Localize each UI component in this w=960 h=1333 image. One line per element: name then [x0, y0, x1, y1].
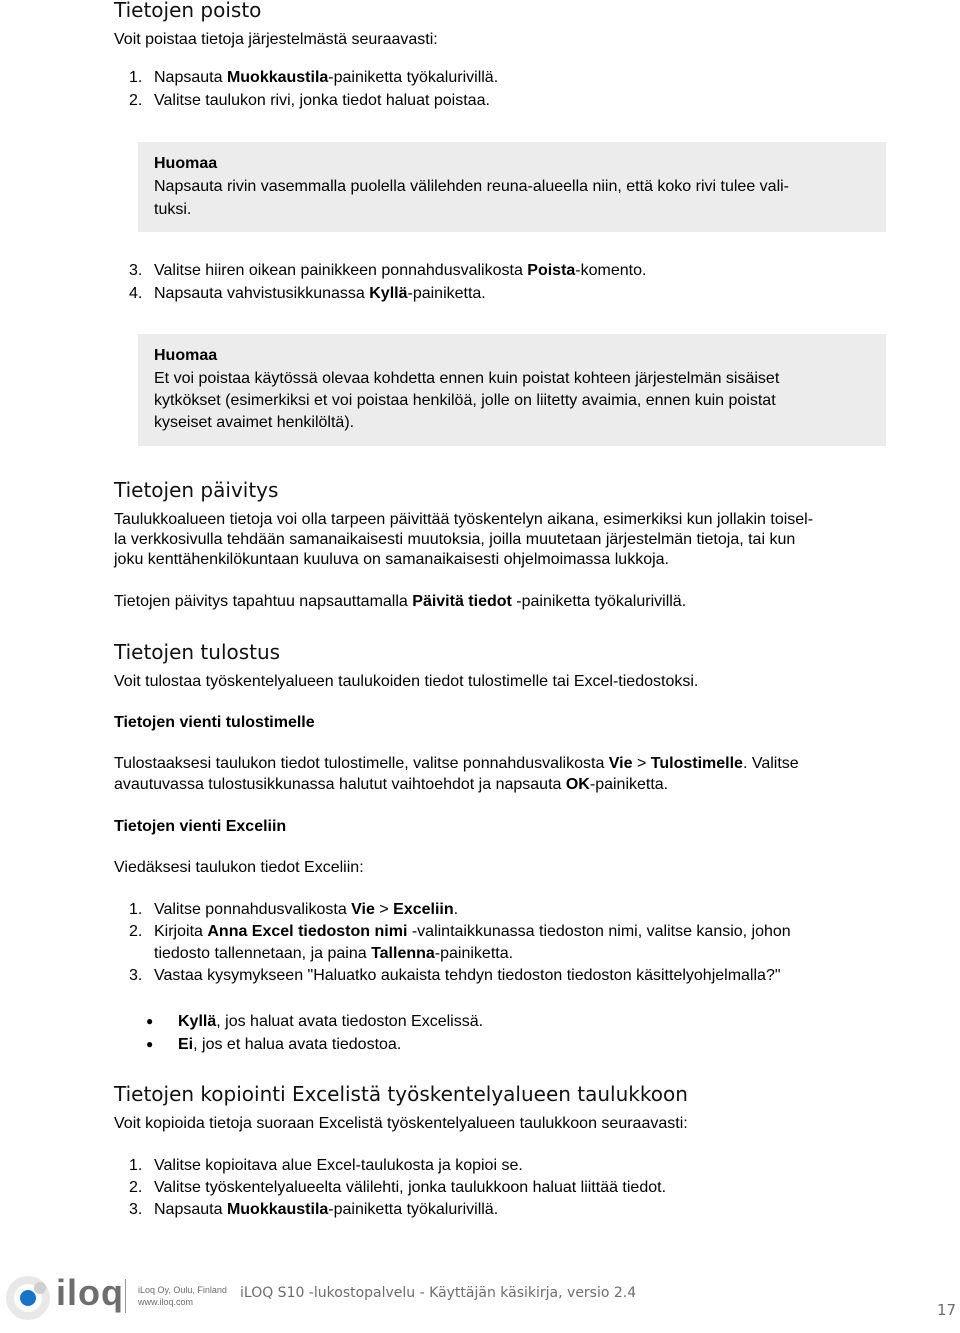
footer-logo-text: iloq — [56, 1272, 124, 1313]
note-text-line: tuksi. — [154, 201, 192, 218]
note-text-line: Et voi poistaa käytössä olevaa kohdetta ennen kuin poistat kohteen järjestelmän sisäiset — [154, 370, 780, 387]
step-number: 3. — [129, 262, 143, 279]
step-text: -painiketta työkalurivillä. — [328, 1201, 499, 1218]
footer-company-url: www.iloq.com — [138, 1297, 194, 1307]
step-number: 4. — [129, 285, 143, 302]
paivitys-para-line: la verkkosivulla tehdään samanaikaisesti muutoksia, joilla muutetaan järjestelmän tietoja, tai kun — [114, 531, 796, 548]
step-bold: Exceliin — [393, 901, 454, 918]
step-number: 1. — [129, 69, 143, 86]
step-number: 1. — [129, 1157, 143, 1174]
step-text: Napsauta vahvistusikkunassa — [154, 285, 370, 302]
kopiointi-intro: Voit kopioida tietoja suoraan Excelistä työskentelyalueen taulukkoon seuraavasti: — [114, 1115, 688, 1132]
footer-doc-title: iLOQ S10 -lukostopalvelu - Käyttäjän käsikirja, versio 2.4 — [240, 1285, 637, 1301]
note-box-1 — [138, 142, 886, 232]
tulostimelle-line-1 — [114, 753, 799, 774]
poisto-step-4 — [154, 283, 486, 304]
poisto-step-3 — [154, 260, 646, 281]
step-text: -valintaikkunassa tiedoston nimi, valitse kansio, johon — [407, 923, 791, 940]
excel-step-2-cont — [154, 943, 513, 964]
poisto-step-2: Valitse taulukon rivi, jonka tiedot haluat poistaa. — [154, 92, 490, 109]
tulostimelle-line-2 — [114, 774, 668, 795]
page-number: 17 — [937, 1301, 957, 1319]
poisto-step-1 — [154, 67, 498, 88]
para-text: . Valitse — [742, 755, 799, 772]
step-bold: Anna Excel tiedoston nimi — [207, 923, 408, 940]
step-text: Napsauta — [154, 69, 227, 86]
subheading-exceliin: Tietojen vienti Exceliin — [114, 818, 287, 835]
exceliin-intro: Viedäksesi taulukon tiedot Exceliin: — [114, 859, 364, 876]
step-number: 2. — [129, 1179, 143, 1196]
section-title-poisto: Tietojen poisto — [114, 0, 262, 22]
step-bold: Vie — [351, 901, 375, 918]
excel-step-3: Vastaa kysymykseen "Haluatko aukaista tehdyn tiedoston tiedoston käsittelyohjelmalla?" — [154, 967, 781, 984]
step-bold: Muokkaustila — [226, 1201, 329, 1218]
para-text: Tietojen päivitys tapahtuu napsauttamalla — [114, 593, 413, 610]
para-bold: Tulostimelle — [650, 755, 743, 772]
note-text-line: Napsauta rivin vasemmalla puolella välilehden reuna-alueella niin, että koko rivi tulee vali- — [154, 178, 790, 195]
kopio-step-3 — [154, 1199, 498, 1220]
excel-step-2 — [154, 921, 791, 942]
note-title: Huomaa — [154, 347, 218, 364]
excel-step-1 — [154, 899, 458, 920]
para-bold: Vie — [608, 755, 633, 772]
bullet-text: , jos haluat avata tiedoston Excelissä. — [216, 1013, 484, 1030]
section-title-paivitys: Tietojen päivitys — [114, 478, 279, 502]
note-text-line: kytkökset (esimerkiksi et voi poistaa henkilöä, jolle on liitetty avaimia, ennen kuin poistat — [154, 392, 776, 409]
bullet-icon: ● — [146, 1037, 154, 1051]
step-text: Napsauta — [154, 1201, 227, 1218]
bullet-item-kylla — [178, 1011, 483, 1032]
para-text: -painiketta työkalurivillä. — [511, 593, 687, 610]
bullet-text: , jos et halua avata tiedostoa. — [193, 1036, 402, 1053]
footer-company-line: iLoq Oy, Oulu, Finland — [138, 1285, 227, 1295]
para-text: > — [632, 755, 651, 772]
para-bold: OK — [565, 776, 590, 793]
step-bold: Muokkaustila — [226, 69, 329, 86]
step-text: -painiketta. — [407, 285, 486, 302]
step-bold: Tallenna — [371, 945, 435, 962]
paivitys-para-2 — [114, 591, 686, 612]
step-number: 1. — [129, 901, 143, 918]
poisto-intro: Voit poistaa tietoja järjestelmästä seuraavasti: — [114, 31, 438, 48]
step-bold: Poista — [527, 262, 576, 279]
step-text: -painiketta työkalurivillä. — [328, 69, 499, 86]
step-text: Valitse hiiren oikean painikkeen ponnahdusvalikosta — [154, 262, 528, 279]
section-title-tulostus: Tietojen tulostus — [114, 640, 281, 664]
para-text: Tulostaaksesi taulukon tiedot tulostimelle, valitse ponnahdusvalikosta — [114, 755, 609, 772]
paivitys-para-line: Taulukkoalueen tietoja voi olla tarpeen päivittää työskentelyn aikana, esimerkiksi kun jollakin toisel- — [114, 511, 814, 528]
subheading-tulostimelle: Tietojen vienti tulostimelle — [114, 714, 315, 731]
step-bold: Kyllä — [369, 285, 408, 302]
step-text: Valitse ponnahdusvalikosta — [154, 901, 352, 918]
bullet-icon: ● — [146, 1014, 154, 1028]
para-text: -painiketta. — [589, 776, 669, 793]
bullet-bold: Ei — [178, 1036, 194, 1053]
step-text: -komento. — [575, 262, 647, 279]
step-number: 2. — [129, 92, 143, 109]
para-text: avautuvassa tulostusikkunassa halutut vaihtoehdot ja napsauta — [114, 776, 566, 793]
bullet-bold: Kyllä — [178, 1013, 217, 1030]
step-text: Kirjoita — [154, 923, 208, 940]
footer-divider — [125, 1279, 126, 1313]
step-number: 3. — [129, 1201, 143, 1218]
note-box-2 — [138, 334, 886, 446]
para-bold: Päivitä tiedot — [412, 593, 512, 610]
step-text: . — [453, 901, 459, 918]
note-text-line: kyseiset avaimet henkilöltä). — [154, 414, 355, 431]
tulostus-intro: Voit tulostaa työskentelyalueen taulukoiden tiedot tulostimelle tai Excel-tiedostoksi. — [114, 673, 699, 690]
kopio-step-2: Valitse työskentelyalueelta välilehti, jonka taulukkoon haluat liittää tiedot. — [154, 1179, 667, 1196]
section-title-kopiointi: Tietojen kopiointi Excelistä työskentelyalueen taulukkoon — [114, 1082, 688, 1106]
step-number: 3. — [129, 967, 143, 984]
paivitys-para-line: joku kenttähenkilökuntaan kuuluva on samanaikaisesti ohjelmoimassa lukkoja. — [114, 551, 669, 568]
note-title: Huomaa — [154, 155, 218, 172]
bullet-item-ei — [178, 1034, 401, 1055]
step-text: tiedosto tallennetaan, ja paina — [154, 945, 372, 962]
step-number: 2. — [129, 923, 143, 940]
kopio-step-1: Valitse kopioitava alue Excel-taulukosta ja kopioi se. — [154, 1157, 523, 1174]
step-text: -painiketta. — [434, 945, 514, 962]
step-text: > — [374, 901, 394, 918]
